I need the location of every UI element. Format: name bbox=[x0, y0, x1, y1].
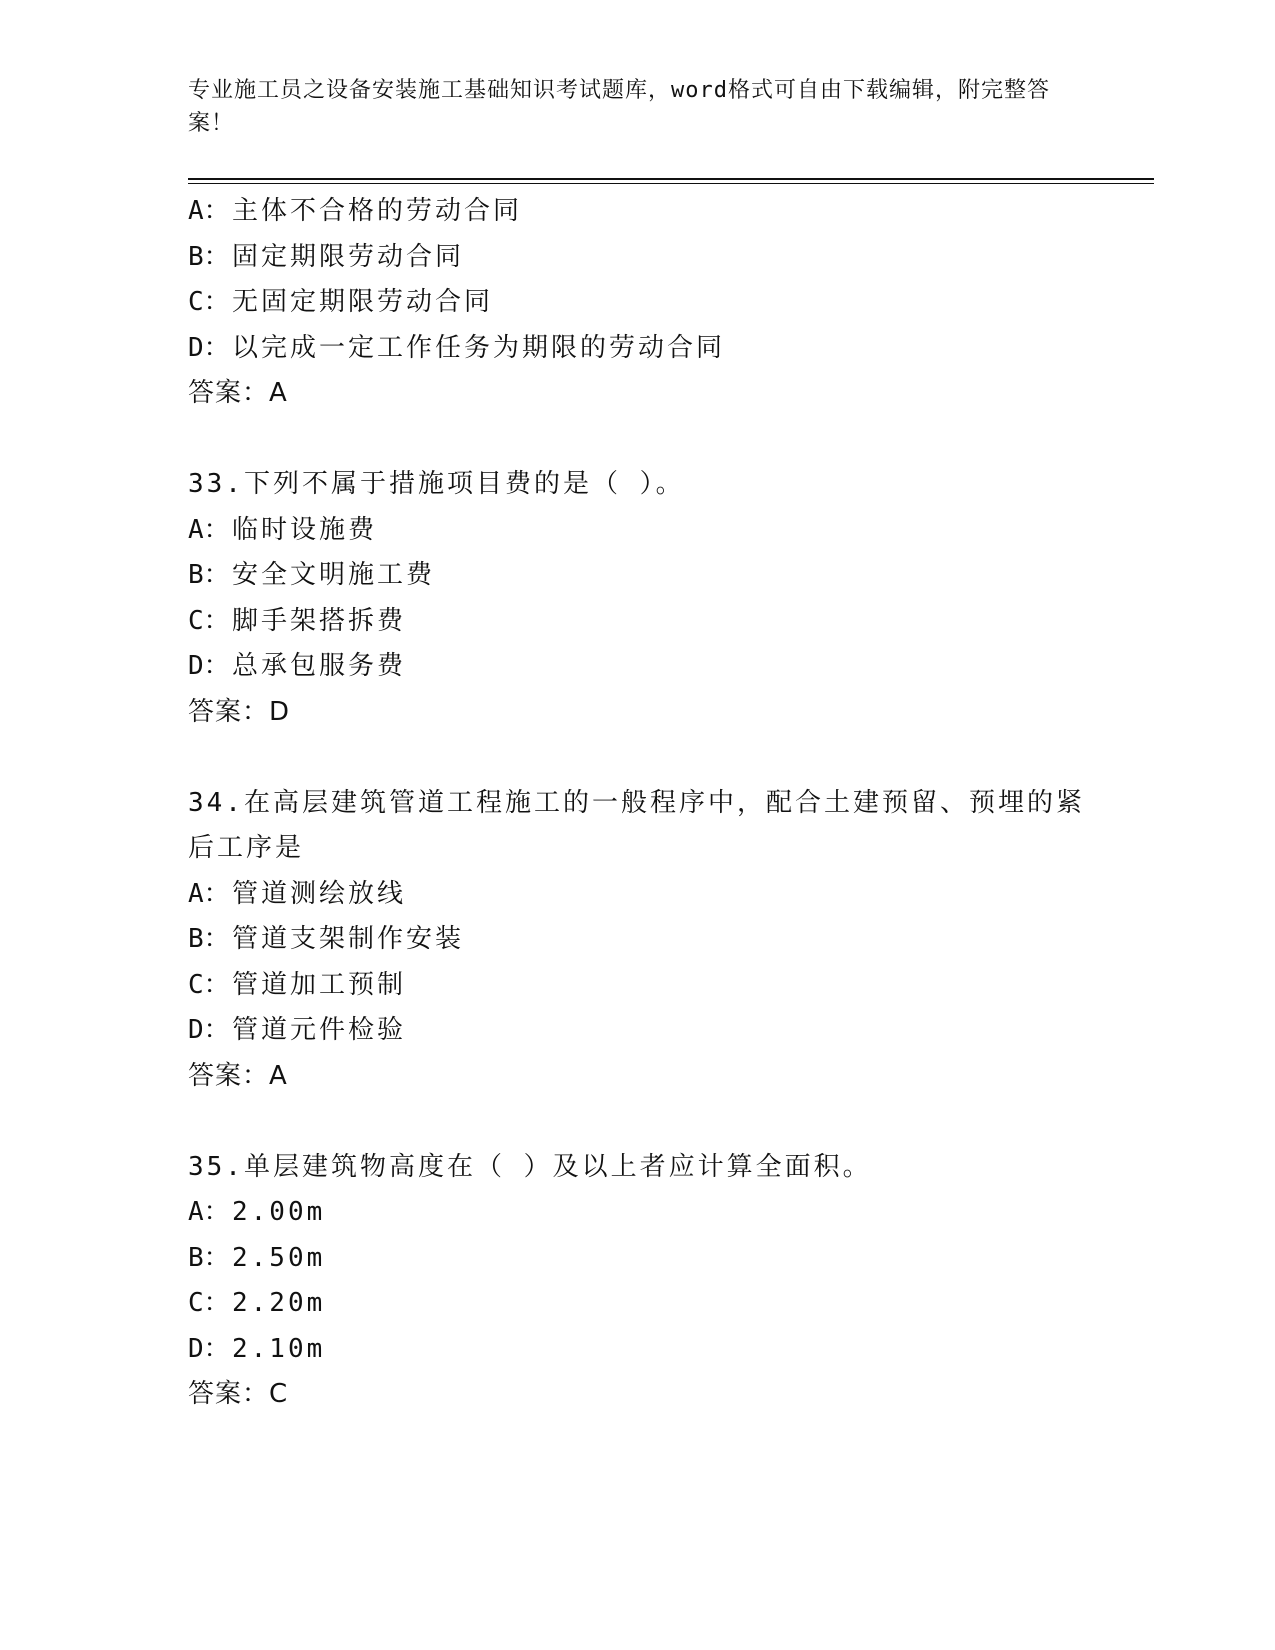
option-b bbox=[188, 1236, 1088, 1282]
option-d bbox=[188, 1008, 1088, 1054]
option-text: 无固定期限劳动合同 bbox=[232, 287, 494, 317]
answer-value: A bbox=[269, 1060, 288, 1091]
option-text: 主体不合格的劳动合同 bbox=[232, 196, 523, 226]
option-text: 临时设施费 bbox=[232, 514, 378, 545]
option-label: A： bbox=[188, 1197, 230, 1227]
option-label: D： bbox=[188, 332, 230, 363]
question-32 bbox=[188, 189, 1088, 417]
question-33 bbox=[188, 462, 1088, 735]
option-c bbox=[188, 280, 1088, 326]
option-text: 安全文明施工费 bbox=[232, 560, 436, 590]
option-text: 管道加工预制 bbox=[232, 969, 407, 1000]
question-stem: 33.下列不属于措施项目费的是（ ）。 bbox=[188, 469, 685, 499]
question-stem: 35.单层建筑物高度在（ ）及以上者应计算全面积。 bbox=[188, 1151, 872, 1182]
answer-value: A bbox=[269, 378, 288, 408]
header-divider bbox=[188, 178, 1154, 184]
option-d bbox=[188, 326, 1088, 372]
option-a bbox=[188, 1190, 1088, 1236]
option-c bbox=[188, 1281, 1088, 1327]
answer-label: 答案： bbox=[188, 1060, 270, 1091]
option-text: 2.00m bbox=[232, 1197, 326, 1227]
option-label: B： bbox=[188, 1242, 230, 1273]
answer-value: D bbox=[269, 696, 291, 727]
option-a bbox=[188, 872, 1088, 918]
option-label: A： bbox=[188, 514, 230, 545]
option-text: 2.20m bbox=[232, 1288, 326, 1318]
option-label: A： bbox=[188, 196, 230, 226]
option-label: C： bbox=[188, 605, 230, 636]
option-label: C： bbox=[188, 287, 230, 317]
option-label: D： bbox=[188, 1333, 230, 1364]
answer-value: C bbox=[269, 1379, 289, 1409]
question-35 bbox=[188, 1145, 1088, 1418]
answer-label: 答案： bbox=[188, 696, 270, 727]
document-header: 专业施工员之设备安装施工基础知识考试题库，word格式可自由下载编辑，附完整答案！ bbox=[188, 78, 1050, 136]
option-label: A： bbox=[188, 878, 230, 909]
option-label: B： bbox=[188, 924, 230, 954]
option-text: 脚手架搭拆费 bbox=[232, 605, 407, 636]
answer-line bbox=[188, 371, 1088, 417]
question-list bbox=[188, 189, 1088, 1418]
option-text: 总承包服务费 bbox=[232, 651, 407, 681]
spacer bbox=[188, 735, 1088, 781]
option-label: B： bbox=[188, 560, 230, 590]
option-c bbox=[188, 599, 1088, 645]
option-label: D： bbox=[188, 651, 230, 681]
answer-line bbox=[188, 690, 1088, 736]
option-a bbox=[188, 508, 1088, 554]
option-text: 以完成一定工作任务为期限的劳动合同 bbox=[232, 332, 726, 363]
option-b bbox=[188, 553, 1088, 599]
option-d bbox=[188, 644, 1088, 690]
question-stem: 34.在高层建筑管道工程施工的一般程序中，配合土建预留、预埋的紧 bbox=[188, 787, 1085, 818]
option-c bbox=[188, 963, 1088, 1009]
option-b bbox=[188, 917, 1088, 963]
question-34 bbox=[188, 781, 1088, 1100]
spacer bbox=[188, 417, 1088, 463]
option-text: 2.50m bbox=[232, 1242, 326, 1273]
option-text: 固定期限劳动合同 bbox=[232, 241, 465, 272]
option-label: D： bbox=[188, 1015, 230, 1045]
option-a bbox=[188, 189, 1088, 235]
option-label: B： bbox=[188, 241, 230, 272]
spacer bbox=[188, 1099, 1088, 1145]
answer-line bbox=[188, 1372, 1088, 1418]
answer-line bbox=[188, 1054, 1088, 1100]
option-text: 管道测绘放线 bbox=[232, 878, 407, 909]
answer-label: 答案： bbox=[188, 1379, 270, 1409]
answer-label: 答案： bbox=[188, 378, 270, 408]
option-text: 2.10m bbox=[232, 1333, 326, 1364]
option-b bbox=[188, 235, 1088, 281]
option-label: C： bbox=[188, 969, 230, 1000]
option-d bbox=[188, 1327, 1088, 1373]
option-text: 管道支架制作安装 bbox=[232, 924, 465, 954]
option-label: C： bbox=[188, 1288, 230, 1318]
option-text: 管道元件检验 bbox=[232, 1015, 407, 1045]
question-stem-continued: 后工序是 bbox=[188, 833, 305, 863]
